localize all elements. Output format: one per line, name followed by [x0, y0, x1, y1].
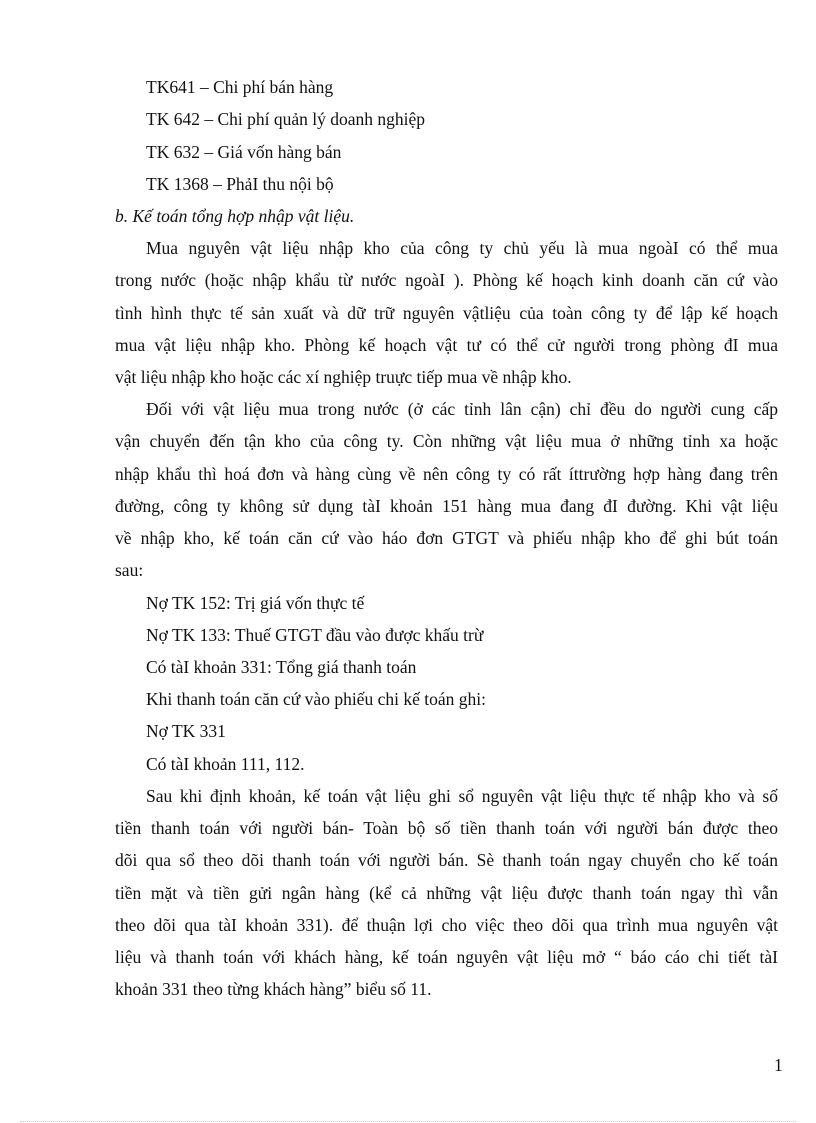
journal-entry-line: Có tàI khoản 331: Tổng giá thanh toán [146, 657, 417, 677]
paragraph-line: tình hình thực tế sản xuất và dữ trữ nguyên vậtliệu của toàn công ty để lập kế hoạch [115, 303, 778, 323]
account-line-tk642: TK 642 – Chi phí quản lý doanh nghiệp [146, 109, 426, 129]
paragraph-line: khoản 331 theo từng khách hàng” biểu số 11. [115, 979, 432, 999]
paragraph-line: Mua nguyên vật liệu nhập kho của công ty chủ yếu là mua ngoàI có thể mua [146, 238, 778, 258]
account-line-tk1368: TK 1368 – PhảI thu nội bộ [146, 174, 334, 194]
paragraph-line: về nhập kho, kế toán căn cứ vào háo đơn GTGT và phiếu nhập kho để ghi bút toán [115, 528, 778, 548]
journal-entry-line: Nợ TK 133: Thuế GTGT đầu vào được khấu trừ [146, 625, 484, 645]
page-number: 1 [774, 1055, 783, 1075]
paragraph-line: theo dõi qua tàI khoản 331). để thuận lợi cho việc theo dõi qua trình mua nguyên vật [115, 915, 778, 935]
journal-entry-line: Có tàI khoản 111, 112. [146, 754, 305, 774]
journal-entry-line: Nợ TK 331 [146, 721, 226, 741]
section-heading: b. Kế toán tổng hợp nhập vật liệu. [115, 206, 355, 226]
journal-entry-line: Nợ TK 152: Trị giá vốn thực tế [146, 593, 365, 613]
paragraph-line: Sau khi định khoản, kế toán vật liệu ghi sổ nguyên vật liệu thực tế nhập kho và số [146, 786, 778, 806]
account-line-tk632: TK 632 – Giá vốn hàng bán [146, 142, 342, 162]
paragraph-line: Đối với vật liệu mua trong nước (ở các tỉnh lân cận) chỉ đều do người cung cấp [146, 399, 778, 419]
paragraph-line: vận chuyển đến tận kho của công ty. Còn những vật liệu mua ở những tỉnh xa hoặc [115, 431, 778, 451]
paragraph-line: nhập khẩu thì hoá đơn và hàng cùng về nên công ty có rất íttrường hợp hàng đang trên [115, 464, 778, 484]
paragraph-line: dõi qua sổ theo dõi thanh toán với người bán. Sè thanh toán ngay chuyển cho kế toán [115, 850, 778, 870]
paragraph-line: đường, công ty không sử dụng tàI khoản 151 hàng mua đang đI đường. Khi vật liệu [115, 496, 778, 516]
paragraph-line: trong nước (hoặc nhập khẩu từ nước ngoàI ). Phòng kế hoạch kinh doanh căn cứ vào [115, 270, 778, 290]
account-line-tk641: TK641 – Chi phí bán hàng [146, 77, 334, 97]
paragraph-line: mua vật liệu nhập kho. Phòng kế hoạch vật tư có thể cử người trong phòng đI mua [115, 335, 778, 355]
paragraph-line: tiền mặt và tiền gửi ngân hàng (kể cả những vật liệu được thanh toán ngay thì vẫn [115, 883, 778, 903]
paragraph-line: liệu và thanh toán với khách hàng, kế toán nguyên vật liệu mở “ báo cáo chi tiết tàI [115, 947, 778, 967]
journal-entry-line: Khi thanh toán căn cứ vào phiếu chi kế toán ghi: [146, 689, 486, 709]
paragraph-line: vật liệu nhập kho hoặc các xí nghiệp truực tiếp mua về nhập kho. [115, 367, 572, 387]
page-bottom-divider [20, 1121, 796, 1122]
paragraph-line: sau: [115, 560, 144, 580]
paragraph-line: tiền thanh toán với người bán- Toàn bộ số tiền thanh toán với người bán được theo [115, 818, 778, 838]
